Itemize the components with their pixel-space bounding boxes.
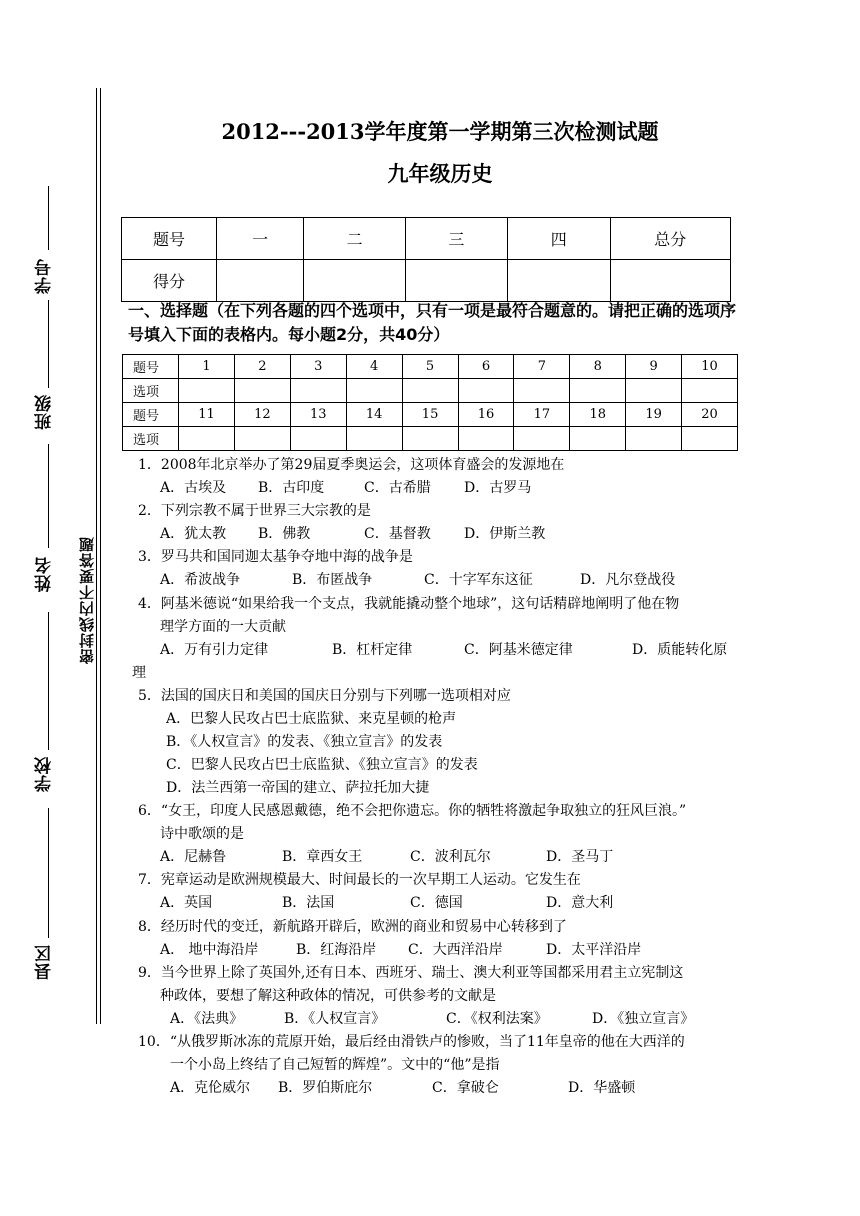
answer-number-cell: 15 (402, 403, 458, 427)
answer-number-cell: 6 (458, 355, 514, 379)
district-blank (48, 808, 49, 938)
answer-number-cell: 12 (234, 403, 290, 427)
question-5-stem: 5．法国的国庆日和美国的国庆日分别与下列哪一选项相对应 (138, 688, 511, 704)
answer-row-label: 选项 (123, 379, 179, 403)
option-d: D．凡尔登战役 (580, 572, 676, 588)
answer-row-label: 选项 (123, 427, 179, 451)
answer-number-cell: 17 (514, 403, 570, 427)
option-d: D．质能转化原 (632, 642, 728, 658)
seal-warning: 密封线内不要答题 (78, 536, 96, 664)
score-header-cell: 总分 (610, 218, 730, 260)
section-1-instruction: 一、选择题（在下列各题的四个选项中，只有一项是最符合题意的。请把正确的选项序号填入下面的表格内。每小题2分，共40分） (128, 301, 737, 344)
option-a: A．《法典》 (170, 1011, 244, 1027)
score-row-label: 得分 (122, 260, 217, 302)
option-d: D．《独立宣言》 (592, 1011, 695, 1027)
answer-blank-cell[interactable] (290, 427, 346, 451)
school-blank (48, 612, 49, 750)
question-4-stem-cont: 理学方面的一大贡献 (160, 619, 286, 635)
score-table-header-row (122, 218, 731, 260)
margin-label-name: 姓名 (35, 556, 55, 592)
answer-number-cell: 1 (179, 355, 235, 379)
option-c: C．大西洋沿岸 (408, 942, 503, 958)
answer-row-label: 题号 (123, 403, 179, 427)
answer-blank-cell[interactable] (458, 427, 514, 451)
question-5-option-c: C．巴黎人民攻占巴士底监狱、《独立宣言》的发表 (166, 757, 478, 773)
answer-blank-cell[interactable] (402, 427, 458, 451)
answer-blank-cell[interactable] (570, 379, 626, 403)
question-4-option-wrap: 理 (132, 665, 146, 681)
binding-line-inner (100, 88, 101, 1024)
answer-number-cell: 19 (626, 403, 682, 427)
margin-label-district: 县区 (35, 944, 55, 980)
option-d: D．伊斯兰教 (464, 526, 546, 542)
question-7-stem: 7．宪章运动是欧洲规模最大、时间最长的一次早期工人运动。它发生在 (138, 872, 581, 888)
score-blank-cell (507, 260, 610, 302)
answer-blank-cell[interactable] (682, 379, 738, 403)
answer-blank-cell[interactable] (514, 379, 570, 403)
answer-option-row (123, 427, 738, 451)
answer-number-cell: 4 (346, 355, 402, 379)
option-c: C．古希腊 (364, 480, 431, 496)
answer-blank-cell[interactable] (570, 427, 626, 451)
option-c: C．波利瓦尔 (410, 849, 491, 865)
score-table (121, 217, 731, 302)
answer-blank-cell[interactable] (346, 427, 402, 451)
answer-number-cell: 5 (402, 355, 458, 379)
score-blank-cell (406, 260, 508, 302)
answer-row-label: 题号 (123, 355, 179, 379)
option-a: A．希波战争 (160, 572, 241, 588)
score-blank-cell (217, 260, 304, 302)
student-id-blank (48, 186, 49, 250)
option-c: C．十字军东这征 (424, 572, 533, 588)
option-b: B．古印度 (258, 480, 325, 496)
option-b: B．章西女王 (282, 849, 363, 865)
option-b: B．罗伯斯庇尔 (278, 1080, 373, 1096)
answer-number-cell: 2 (234, 355, 290, 379)
score-header-cell: 二 (304, 218, 406, 260)
margin-label-school: 学校 (35, 756, 55, 792)
option-c: C．阿基米德定律 (464, 642, 573, 658)
option-b: B．佛教 (258, 526, 311, 542)
answer-number-row (123, 403, 738, 427)
option-a: A．尼赫鲁 (160, 849, 227, 865)
score-table-score-row (122, 260, 731, 302)
answer-number-cell: 3 (290, 355, 346, 379)
option-d: D．意大利 (546, 895, 614, 911)
option-b: B．《人权宣言》 (284, 1011, 386, 1027)
answer-blank-cell[interactable] (682, 427, 738, 451)
option-b: B．杠杆定律 (332, 642, 413, 658)
option-a: A．古埃及 (160, 480, 227, 496)
option-c: C．基督教 (364, 526, 431, 542)
option-b: B．布匿战争 (292, 572, 373, 588)
answer-blank-cell[interactable] (458, 379, 514, 403)
answer-blank-cell[interactable] (626, 379, 682, 403)
option-d: D．太平洋沿岸 (546, 942, 642, 958)
option-a: A．克伦威尔 (170, 1080, 251, 1096)
option-c: C．拿破仑 (432, 1080, 499, 1096)
question-9-stem-cont: 种政体，要想了解这种政体的情况，可供参考的文献是 (160, 988, 496, 1004)
option-c: C．《权利法案》 (446, 1011, 548, 1027)
question-6-stem-cont: 诗中歌颂的是 (160, 826, 244, 842)
question-5-option-d: D．法兰西第一帝国的建立、萨拉托加大捷 (166, 780, 430, 796)
answer-number-cell: 8 (570, 355, 626, 379)
question-10-stem: 10．“从俄罗斯冰冻的荒原开始，最后经由滑铁卢的惨败，当了11年皇帝的他在大西洋的 (138, 1034, 685, 1050)
margin-label-student-id: 学号 (35, 258, 55, 294)
answer-blank-cell[interactable] (402, 379, 458, 403)
question-9-stem: 9．当今世界上除了英国外,还有日本、西班牙、瑞士、澳大利亚等国都采用君主立宪制这 (138, 965, 684, 981)
question-10-stem-cont: 一个小岛上终结了自己短暂的辉煌”。文中的“他”是指 (170, 1057, 500, 1073)
question-2-stem: 2．下列宗教不属于世界三大宗教的是 (138, 503, 371, 519)
question-6-stem: 6．“女王，印度人民感恩戴德，绝不会把你遗忘。你的牺牲将激起争取独立的狂风巨浪。” (138, 803, 687, 819)
answer-number-cell: 18 (570, 403, 626, 427)
answer-blank-cell[interactable] (179, 427, 235, 451)
option-a: A． 地中海沿岸 (160, 942, 259, 958)
answer-number-row (123, 355, 738, 379)
answer-option-row (123, 379, 738, 403)
answer-blank-cell[interactable] (626, 427, 682, 451)
question-4-stem: 4．阿基米德说“如果给我一个支点，我就能撬动整个地球”，这句话精辟地阐明了他在物 (138, 596, 680, 612)
option-c: C．德国 (410, 895, 463, 911)
question-8-stem: 8．经历时代的变迁，新航路开辟后，欧洲的商业和贸易中心转移到了 (138, 919, 567, 935)
score-blank-cell (304, 260, 406, 302)
option-d: D．华盛顿 (568, 1080, 636, 1096)
answer-blank-cell[interactable] (179, 379, 235, 403)
exam-subtitle: 九年级历史 (387, 162, 493, 186)
score-header-cell: 三 (406, 218, 508, 260)
answer-blank-cell[interactable] (346, 379, 402, 403)
answer-number-cell: 13 (290, 403, 346, 427)
score-header-cell: 题号 (122, 218, 217, 260)
class-blank (48, 300, 49, 388)
answer-number-cell: 20 (682, 403, 738, 427)
answer-number-cell: 11 (179, 403, 235, 427)
answer-number-cell: 16 (458, 403, 514, 427)
option-b: B．红海沿岸 (296, 942, 377, 958)
answer-table (122, 354, 738, 451)
answer-number-cell: 7 (514, 355, 570, 379)
option-a: A．英国 (160, 895, 213, 911)
question-5-option-b: B．《人权宣言》的发表、《独立宣言》的发表 (166, 734, 443, 750)
score-header-cell: 四 (507, 218, 610, 260)
exam-title: 2012---2013学年度第一学期第三次检测试题 (221, 119, 659, 144)
question-3-stem: 3．罗马共和国同迦太基争夺地中海的战争是 (138, 549, 413, 565)
answer-number-cell: 10 (682, 355, 738, 379)
answer-blank-cell[interactable] (234, 379, 290, 403)
question-5-option-a: A．巴黎人民攻占巴士底监狱、来克星顿的枪声 (166, 711, 457, 727)
score-blank-cell (610, 260, 730, 302)
option-d: D．圣马丁 (546, 849, 614, 865)
answer-number-cell: 9 (626, 355, 682, 379)
option-a: A．万有引力定律 (160, 642, 269, 658)
answer-blank-cell[interactable] (234, 427, 290, 451)
option-a: A．犹太教 (160, 526, 227, 542)
question-1-stem: 1．2008年北京举办了第29届夏季奥运会，这项体育盛会的发源地在 (138, 457, 565, 473)
margin-label-class: 班级 (35, 394, 55, 430)
answer-blank-cell[interactable] (290, 379, 346, 403)
score-header-cell: 一 (217, 218, 304, 260)
name-blank (48, 444, 49, 548)
answer-blank-cell[interactable] (514, 427, 570, 451)
option-d: D．古罗马 (464, 480, 532, 496)
option-b: B．法国 (282, 895, 335, 911)
answer-number-cell: 14 (346, 403, 402, 427)
